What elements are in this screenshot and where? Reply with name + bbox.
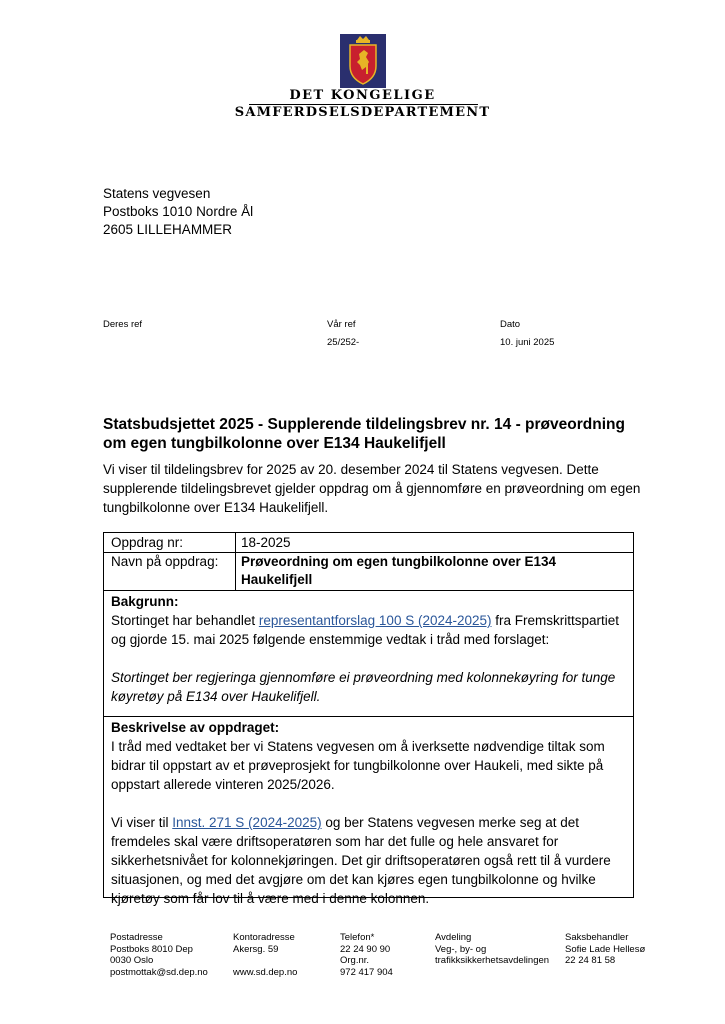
beskrivelse-text-start: Vi viser til — [111, 815, 173, 830]
footer-saks-name: Sofie Lade Hellesø — [565, 943, 646, 955]
footer-tlf-number: 22 24 90 90 — [340, 943, 391, 955]
recipient-street: Postboks 1010 Nordre Ål — [103, 204, 254, 219]
letter-title: Statsbudsjettet 2025 - Supplerende tildelingsbrev nr. 14 - prøveordning om egen tungbilkolonne over E134 Haukelifjell — [103, 416, 625, 452]
section-divider — [104, 716, 633, 717]
footer-postadresse — [110, 932, 208, 978]
beskrivelse-paragraph-1: I tråd med vedtaket ber vi Statens vegvesen om å iverksette nødvendige tiltak som bidrar til oppstart av et prøveprosjekt for tungbilkolonne over Haukeli, med sikte på oppstart allerede vinteren 2025/2026. — [111, 739, 605, 792]
footer-tlf-label: Telefon* — [340, 932, 375, 943]
footer-post-city: 0030 Oslo — [110, 955, 154, 966]
department-name-line2: SAMFERDSELSDEPARTEMENT — [234, 105, 491, 120]
bakgrunn-text — [111, 611, 629, 649]
footer-email: postmottak@sd.dep.no — [110, 966, 208, 978]
footer-avdeling — [435, 932, 549, 967]
footer-avd-line1: Veg-, by- og — [435, 943, 487, 955]
recipient-city: 2605 LILLEHAMMER — [103, 222, 233, 237]
vedtak-quote: Stortinget ber regjeringa gjennomføre ei prøveordning med kolonnekøyring for tunge køyretøy på E134 over Haukelifjell. — [111, 670, 616, 704]
coat-of-arms-icon — [340, 34, 386, 88]
footer-org-label: Org.nr. — [340, 955, 370, 966]
footer-org-number: 972 417 904 — [340, 966, 393, 978]
footer-kontor-label: Kontoradresse — [233, 932, 295, 943]
footer-saks-phone: 22 24 81 58 — [565, 955, 616, 966]
dato-label: Dato — [500, 319, 521, 330]
representantforslag-link[interactable]: representantforslag 100 S (2024-2025) — [258, 613, 492, 628]
deres-ref-label: Deres ref — [103, 319, 143, 330]
footer-kontor-street: Akersg. 59 — [233, 943, 279, 955]
footer-avd-label: Avdeling — [435, 932, 472, 943]
beskrivelse-text-end: og ber Statens vegvesen merke seg at det fremdeles skal være driftsoperatøren som har det fulle og hele ansvaret for sikkerhetsnivået for kolonnekjøringen. Det gir driftsoperatøren også rett til å vurdere situasjonen, og med det avgjøre om det kan kjøres egen tungbilkolonne og hvilke kjøretøy som får lov til å være med i denne kolonnen. — [111, 815, 611, 906]
table-column-divider — [235, 533, 236, 590]
intro-paragraph: Vi viser til tildelingsbrev for 2025 av 20. desember 2024 til Statens vegvesen. Dette supplerende tildelingsbrevet gjelder oppdrag om å gjennomføre en prøveordning om egen tungbilkolonne over E134 Haukelifjell. — [103, 462, 641, 515]
footer-telefon — [340, 932, 393, 978]
footer-avd-line2: trafikksikkerhetsavdelingen — [435, 955, 550, 966]
footer-kontoradresse — [233, 932, 297, 978]
bakgrunn-heading: Bakgrunn: — [111, 594, 179, 609]
dato-value: 10. juni 2025 — [500, 337, 555, 348]
beskrivelse-heading: Beskrivelse av oppdraget: — [111, 720, 280, 735]
department-name-line1: DET KONGELIGE — [289, 88, 436, 103]
beskrivelse-section — [111, 718, 629, 908]
footer-saks-label: Saksbehandler — [565, 932, 629, 943]
letterhead-logo — [0, 34, 725, 93]
navn-value: Prøveordning om egen tungbilkolonne over E134 Haukelifjell — [241, 554, 557, 587]
var-ref-value: 25/252- — [327, 337, 360, 348]
oppdrag-label: Oppdrag nr: — [111, 535, 184, 550]
navn-label: Navn på oppdrag: — [111, 554, 219, 569]
recipient-name: Statens vegvesen — [103, 186, 211, 201]
footer-website: www.sd.dep.no — [233, 966, 298, 978]
bakgrunn-section — [111, 592, 629, 706]
innst-link[interactable]: Innst. 271 S (2024-2025) — [172, 815, 322, 830]
var-ref-label: Vår ref — [327, 319, 356, 330]
footer-post-box: Postboks 8010 Dep — [110, 943, 193, 955]
bakgrunn-text-end: fra Fremskrittspartiet og gjorde 15. mai 2025 følgende enstemmige vedtak i tråd med forslaget: — [111, 613, 620, 647]
bakgrunn-text-start: Stortinget har behandlet — [111, 613, 259, 628]
beskrivelse-paragraph-2 — [111, 813, 629, 908]
assignment-table — [103, 532, 634, 906]
oppdrag-value: 18-2025 — [241, 535, 291, 550]
table-row-oppdrag — [104, 533, 633, 553]
footer-saksbehandler — [565, 932, 645, 967]
recipient-address — [103, 185, 253, 239]
footer-post-label: Postadresse — [110, 932, 163, 943]
